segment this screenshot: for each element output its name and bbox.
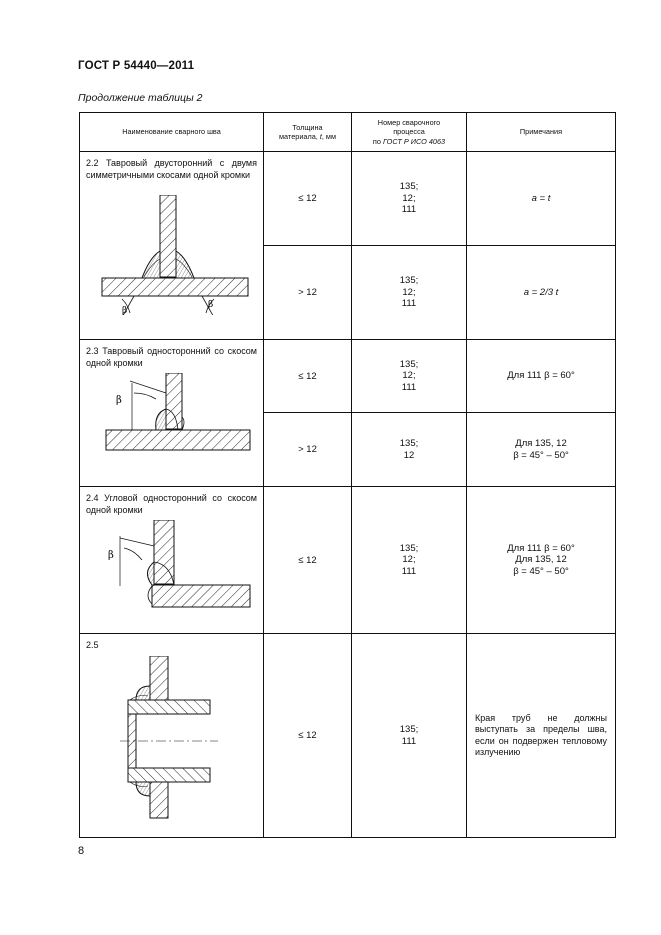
weld-diagram-2-5 [90,656,260,826]
header-thickness-symbol: t [319,132,322,141]
header-thickness-line1: Толщина [292,122,323,132]
weld-name-2-2: 2.2 Тавровый двусторонний с двумя симметричными скосами одной кромки [86,158,257,180]
weld-diagram-2-3 [90,373,260,465]
thickness-2-4: ≤ 12 [264,487,352,634]
table-row [80,340,616,413]
process-2-3-b: 135; 12 [352,413,467,487]
weld-name-cell-2-3 [80,340,264,487]
note-2-2-b: a = 2/3 t [467,246,616,340]
weld-name-cell-2-2 [80,152,264,340]
note-2-4: Для 111 β = 60° Для 135, 12 β = 45° – 50° [467,487,616,634]
table-header-row [80,113,616,152]
header-notes: Примечания [467,113,616,152]
beta-label-left: β [122,306,128,315]
thickness-2-2-b: > 12 [264,246,352,340]
table-continuation-caption: Продолжение таблицы 2 [78,92,203,104]
process-2-3-a: 135; 12; 111 [352,340,467,413]
thickness-2-3-b: > 12 [264,413,352,487]
header-thickness-unit: , мм [321,132,336,141]
beta-label: β [108,550,114,561]
note-2-3-b: Для 135, 12 β = 45° – 50° [467,413,616,487]
table-row [80,152,616,246]
header-thickness-line2: материала, [279,132,318,141]
table-row [80,634,616,838]
weld-name-2-4: 2.4 Угловой односторонний со скосом одной кромки [86,493,257,515]
beta-label-right: β [208,300,214,310]
header-process-line1: Номер сварочного [377,117,441,127]
weld-name-2-3: 2.3 Тавровый односторонний со скосом одной кромки [86,346,257,368]
process-2-5: 135; 111 [352,634,467,838]
note-2-3-a: Для 111 β = 60° [467,340,616,413]
process-2-2-a: 135; 12; 111 [352,152,467,246]
thickness-2-2-a: ≤ 12 [264,152,352,246]
weld-name-cell-2-5 [80,634,264,838]
process-2-4: 135; 12; 111 [352,487,467,634]
header-weld-name: Наименование сварного шва [80,113,264,152]
header-process-line2: процесса [393,127,425,137]
page-number: 8 [78,845,85,857]
note-2-5: Края труб не должны выступать за пределы шва, если он подвержен тепловому излучению [467,634,616,838]
thickness-2-3-a: ≤ 12 [264,340,352,413]
weld-name-cell-2-4 [80,487,264,634]
thickness-2-5: ≤ 12 [264,634,352,838]
weld-table [79,112,616,838]
process-2-2-b: 135; 12; 111 [352,246,467,340]
header-process-number [352,113,467,152]
header-process-standard: ГОСТ Р ИСО 4063 [382,136,446,146]
document-header: ГОСТ Р 54440—2011 [78,60,195,72]
weld-diagram-2-2 [90,195,260,315]
table-row [80,487,616,634]
header-thickness [264,113,352,152]
note-2-2-a: a = t [467,152,616,246]
weld-name-2-5: 2.5 [86,640,99,650]
weld-diagram-2-4 [90,520,260,616]
header-process-line3-prefix: по [372,136,381,146]
beta-label: β [116,395,122,406]
